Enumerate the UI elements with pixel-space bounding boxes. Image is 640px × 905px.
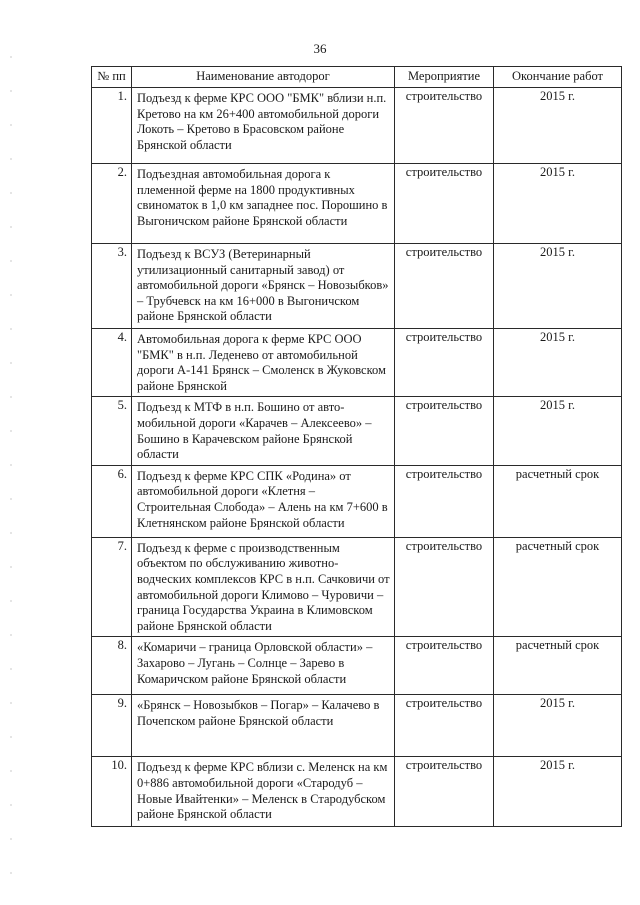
road-event: строительство (395, 397, 494, 465)
road-end-date: 2015 г. (494, 164, 622, 244)
scan-margin-dots (10, 40, 12, 900)
table-row (92, 537, 622, 637)
table-row (92, 397, 622, 465)
table-row (92, 329, 622, 397)
row-number: 7. (92, 537, 132, 637)
road-event: строительство (395, 757, 494, 827)
road-name: Подъезд к МТФ в н.п. Бошино от авто-мобильной дороги «Карачев – Алексеево» – Бошино в Карачевском районе Брянской области (132, 397, 395, 465)
road-name: Подъезд к ВСУЗ (Ветеринарный утилизационный санитарный завод) от автомобильной дороги «Брянск – Новозыбков» – Трубчевск на км 16+000 в Выгоничском районе Брянской области (132, 244, 395, 329)
table-row (92, 695, 622, 757)
road-end-date: 2015 г. (494, 757, 622, 827)
road-end-date: расчетный срок (494, 465, 622, 537)
road-name: «Брянск – Новозыбков – Погар» – Калачево в Почепском районе Брянской области (132, 695, 395, 757)
road-name: Подъезд к ферме КРС вблизи с. Меленск на км 0+886 автомобильной дороги «Стародуб – Новые Ивайтенки» – Меленск в Стародубском районе Брянской области (132, 757, 395, 827)
row-number: 10. (92, 757, 132, 827)
table-row (92, 164, 622, 244)
road-event: строительство (395, 88, 494, 164)
table-header-row (92, 67, 622, 88)
road-end-date: 2015 г. (494, 88, 622, 164)
page-number: 36 (313, 41, 327, 56)
row-number: 8. (92, 637, 132, 695)
row-number: 4. (92, 329, 132, 397)
road-event: строительство (395, 329, 494, 397)
road-name: Подъезд к ферме КРС ООО "БМК" вблизи н.п. Кретово на км 26+400 автомобильной дороги Локоть – Кретово в Брасовском районе Брянской области (132, 88, 395, 164)
table-row (92, 757, 622, 827)
road-event: строительство (395, 465, 494, 537)
road-end-date: 2015 г. (494, 397, 622, 465)
header-name: Наименование автодорог (132, 67, 395, 88)
road-end-date: 2015 г. (494, 244, 622, 329)
row-number: 1. (92, 88, 132, 164)
road-name: Автомобильная дорога к ферме КРС ООО "БМК" в н.п. Леденево от автомобильной дороги А-141 Брянск – Смоленск в Жуковском районе Брянской (132, 329, 395, 397)
road-event: строительство (395, 537, 494, 637)
row-number: 6. (92, 465, 132, 537)
table-row (92, 637, 622, 695)
road-end-date: расчетный срок (494, 637, 622, 695)
header-end: Окончание работ (494, 67, 622, 88)
road-event: строительство (395, 695, 494, 757)
row-number: 2. (92, 164, 132, 244)
road-end-date: расчетный срок (494, 537, 622, 637)
table-row (92, 244, 622, 329)
row-number: 3. (92, 244, 132, 329)
header-event: Мероприятие (395, 67, 494, 88)
road-end-date: 2015 г. (494, 329, 622, 397)
row-number: 9. (92, 695, 132, 757)
road-end-date: 2015 г. (494, 695, 622, 757)
road-event: строительство (395, 164, 494, 244)
table-row (92, 88, 622, 164)
road-event: строительство (395, 244, 494, 329)
road-name: Подъезд к ферме КРС СПК «Родина» от автомобильной дороги «Клетня – Строительная Слобода» – Алень на км 7+600 в Клетнянском районе Брянской области (132, 465, 395, 537)
roads-table (91, 66, 622, 827)
road-name: Подъездная автомобильная дорога к племенной ферме на 1800 продуктивных свиноматок в 1,0 км западнее пос. Порошино в Выгоничском районе Брянской области (132, 164, 395, 244)
row-number: 5. (92, 397, 132, 465)
table-row (92, 465, 622, 537)
road-event: строительство (395, 637, 494, 695)
road-name: Подъезд к ферме с производственным объектом по обслуживанию животно-водческих комплексов КРС в н.п. Сачковичи от автомобильной дороги Климово – Чуровичи – граница Государства Украина в Климовском районе Брянской области (132, 537, 395, 637)
header-num: № пп (92, 67, 132, 88)
road-name: «Комаричи – граница Орловской области» – Захарово – Лугань – Солнце – Зарево в Комаричском районе Брянской области (132, 637, 395, 695)
